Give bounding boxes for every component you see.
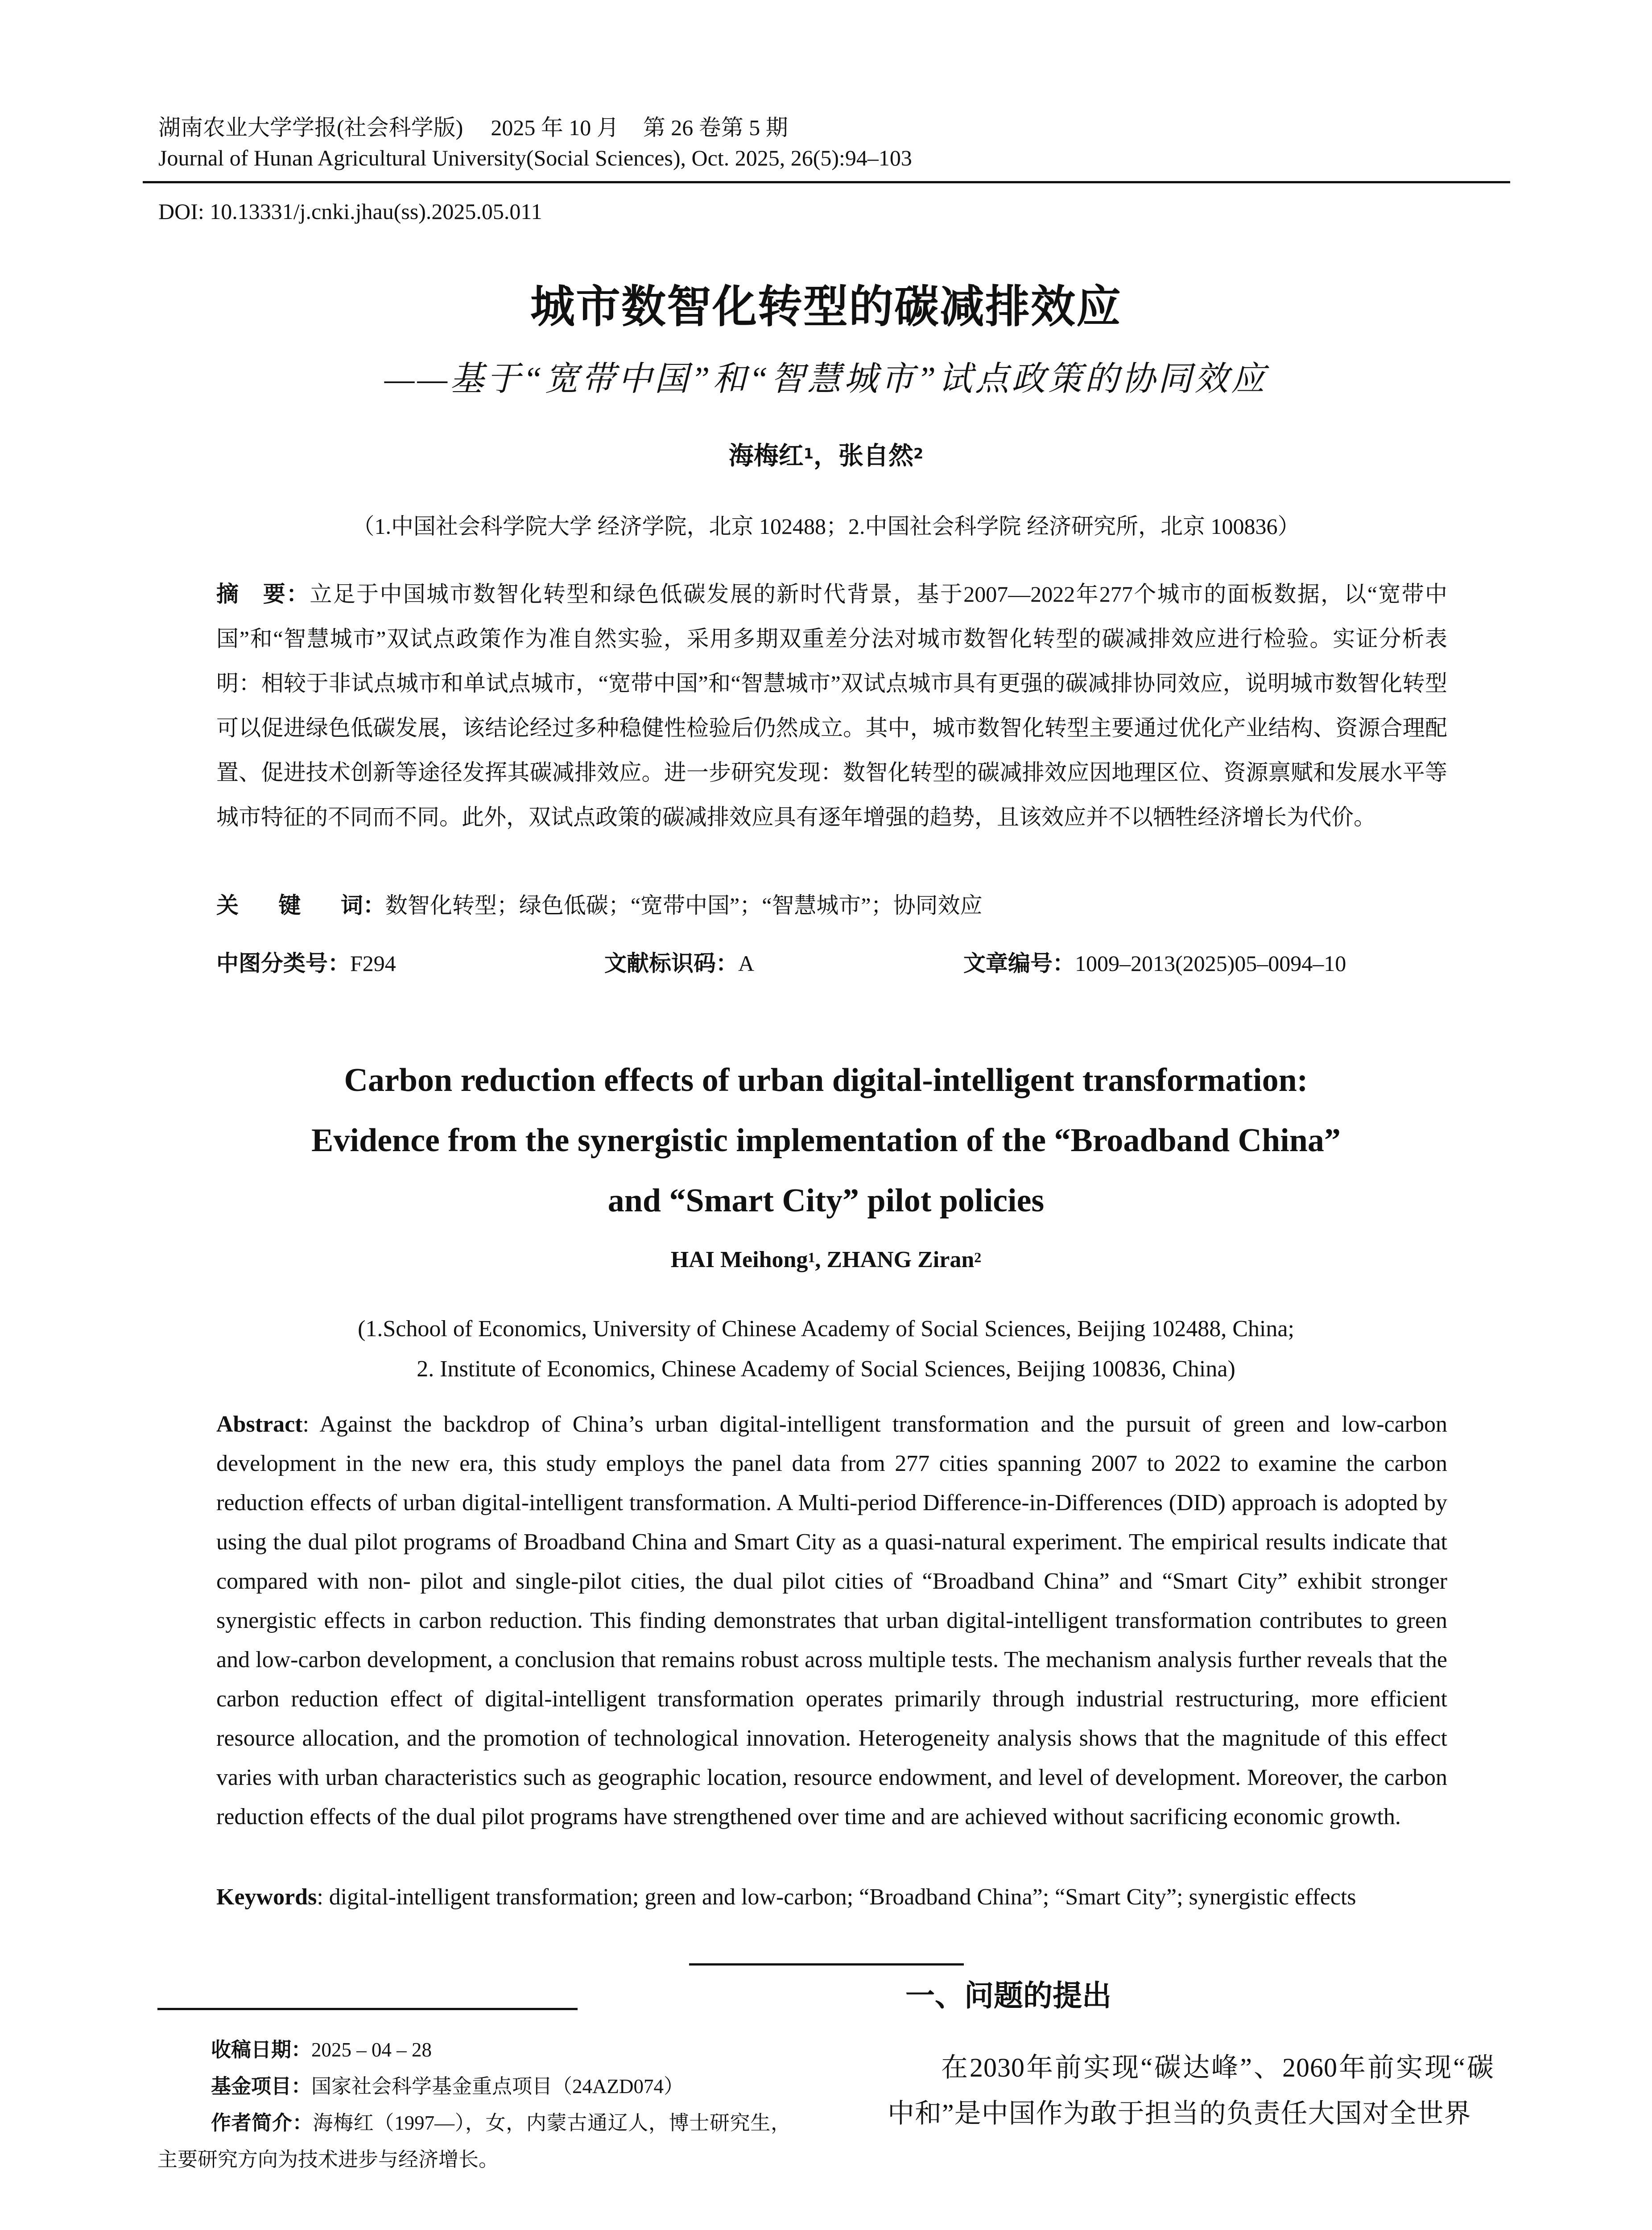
section-divider <box>689 1963 964 1966</box>
keywords-label-cn-end: 词： <box>340 892 385 918</box>
header-rule <box>143 181 1510 183</box>
article-number-label: 文章编号： <box>963 950 1075 976</box>
page-title-cn: 城市数智化转型的碳减排效应 <box>530 281 1122 333</box>
document-code-label: 文献标识码： <box>604 950 738 976</box>
bio-value: 海梅红（1997—），女，内蒙古通辽人，博士研究生，主要研究方向为技术进步与经济增长。 <box>157 2112 791 2171</box>
authors-en <box>0 1244 1652 1276</box>
abstract-text-cn: 立足于中国城市数智化转型和绿色低碳发展的新时代背景，基于2007—2022年277个城市的面板数据，以“宽带中国”和“智慧城市”双试点政策作为准自然实验，采用多期双重差分法对城市数智化转型的碳减排效应进行检验。实证分析表明：相较于非试点城市和单试点城市，“宽带中国”和“智慧城市”双试点城市具有更强的碳减排协同效应，说明城市数智化转型可以促进绿色低碳发展，该结论经过多种稳健性检验后仍然成立。其中，城市数智化转型主要通过优化产业结构、资源合理配置、促进技术创新等途径发挥其碳减排效应。进一步研究发现：数智化转型的碳减排效应因地理区位、资源禀赋和发展水平等城市特征的不同而不同。此外，双试点政策的碳减排效应具有逐年增强的趋势，且该效应并不以牺牲经济增长为代价。 <box>216 582 1447 830</box>
keywords-en <box>216 1878 1356 1917</box>
fund-value: 国家社会科学基金重点项目（24AZD074） <box>311 2075 684 2098</box>
author-name: HAI Meihong <box>670 1247 808 1272</box>
abstract-label-cn: 摘 要： <box>216 581 310 607</box>
keywords-label-en: Keywords <box>216 1884 317 1910</box>
subtitle-cn: ——基于“宽带中国”和“智慧城市”试点政策的协同效应 <box>384 360 1268 398</box>
author-separator: ， <box>814 442 838 471</box>
article-number-value: 1009–2013(2025)05–0094–10 <box>1075 951 1346 976</box>
keywords-text-en: : digital-intelligent transformation; green and low-carbon; “Broadband China”; “Smart City”; synergistic effects <box>317 1884 1356 1910</box>
document-code <box>604 946 754 981</box>
keywords-text-cn: 数智化转型；绿色低碳；“宽带中国”；“智慧城市”；协同效应 <box>385 893 983 918</box>
affiliation-marker: 2 <box>974 1249 982 1265</box>
issue-date: 2025 年 10 月 <box>491 115 619 140</box>
affiliation-marker: 2 <box>913 445 924 462</box>
affiliation-en-1: (1.School of Economics, University of Chinese Academy of Social Sciences, Beijing 102488, China; <box>358 1316 1294 1342</box>
page-title-en <box>0 1050 1652 1231</box>
footnote-bio <box>157 2105 791 2178</box>
document-code-value: A <box>738 951 755 976</box>
title-line-en: Evidence from the synergistic implementation of the “Broadband China” <box>311 1122 1341 1159</box>
affiliation-marker: 1 <box>808 1249 815 1265</box>
affiliations-cn: （1.中国社会科学院大学 经济学院，北京 102488；2.中国社会科学院 经济研究所，北京 100836） <box>352 514 1300 539</box>
affiliation-en-2: 2. Institute of Economics, Chinese Academy of Social Sciences, Beijing 100836, China) <box>417 1356 1235 1382</box>
footnote-fund <box>157 2068 791 2105</box>
title-line-en: Carbon reduction effects of urban digital-intelligent transformation: <box>344 1062 1308 1098</box>
author-name: 海梅红 <box>728 442 804 471</box>
section-heading: 一、问题的提出 <box>905 1978 1111 2013</box>
bio-label: 作者简介： <box>211 2111 313 2135</box>
received-value: 2025 – 04 – 28 <box>311 2039 432 2061</box>
fund-label: 基金项目： <box>211 2074 312 2098</box>
clc-number <box>216 946 396 981</box>
author-name: 张自然 <box>838 442 913 471</box>
abstract-en <box>216 1405 1447 1837</box>
abstract-label-en: Abstract <box>216 1412 303 1437</box>
title-line-en: and “Smart City” pilot policies <box>607 1182 1045 1219</box>
clc-value: F294 <box>350 951 396 976</box>
body-paragraph: 在2030年前实现“碳达峰”、2060年前实现“碳中和”是中国作为敢于担当的负责任大国对全世界 <box>888 2053 1494 2128</box>
author-separator: , <box>815 1247 827 1272</box>
running-header-en: Journal of Hunan Agricultural University(Social Sciences), Oct. 2025, 26(5):94–103 <box>158 145 912 170</box>
footnote-rule <box>157 2008 578 2010</box>
doi[interactable]: DOI: 10.13331/j.cnki.jhau(ss).2025.05.011 <box>158 199 542 224</box>
keywords-label-cn: 关 键 <box>216 892 341 918</box>
received-label: 收稿日期： <box>211 2038 312 2061</box>
authors-cn <box>0 439 1652 473</box>
abstract-text-en: : Against the backdrop of China’s urban digital-intelligent transformation and the pursuit of green and low-carbon development in the new era, this study employs the panel data from 277 cities spanning 2007 to 2022 to examine the carbon reduction effects of urban digital-intelligent transformation. A Multi-period Difference-in-Differences (DID) approach is adopted by using the dual pilot programs of Broadband China and Smart City as a quasi-natural experiment. The empirical results indicate that compared with non- pilot and single-pilot cities, the dual pilot cities of “Broadband China” and “Smart City” exhibit stronger synergistic effects in carbon reduction. This finding demonstrates that urban digital-intelligent transformation contributes to green and low-carbon development, a conclusion that remains robust across multiple tests. The mechanism analysis further reveals that the carbon reduction effect of digital-intelligent transformation operates primarily through industrial restructuring, more efficient resource allocation, and the promotion of technological innovation. Heterogeneity analysis shows that the magnitude of this effect varies with urban characteristics such as geographic location, resource endowment, and level of development. Moreover, the carbon reduction effects of the dual pilot programs have strengthened over time and are achieved without sacrificing economic growth. <box>216 1412 1447 1829</box>
footnotes <box>157 2032 791 2178</box>
journal-name-cn: 湖南农业大学学报(社会科学版) <box>158 115 463 140</box>
affiliation-marker: 1 <box>803 445 814 462</box>
footnote-received <box>157 2032 791 2068</box>
abstract-cn <box>216 572 1447 839</box>
article-number <box>963 946 1346 981</box>
clc-label: 中图分类号： <box>216 950 350 976</box>
volume-issue: 第 26 卷第 5 期 <box>643 115 788 140</box>
keywords-cn <box>216 888 983 923</box>
running-header-cn <box>158 112 788 143</box>
author-name: ZHANG Ziran <box>826 1247 975 1272</box>
